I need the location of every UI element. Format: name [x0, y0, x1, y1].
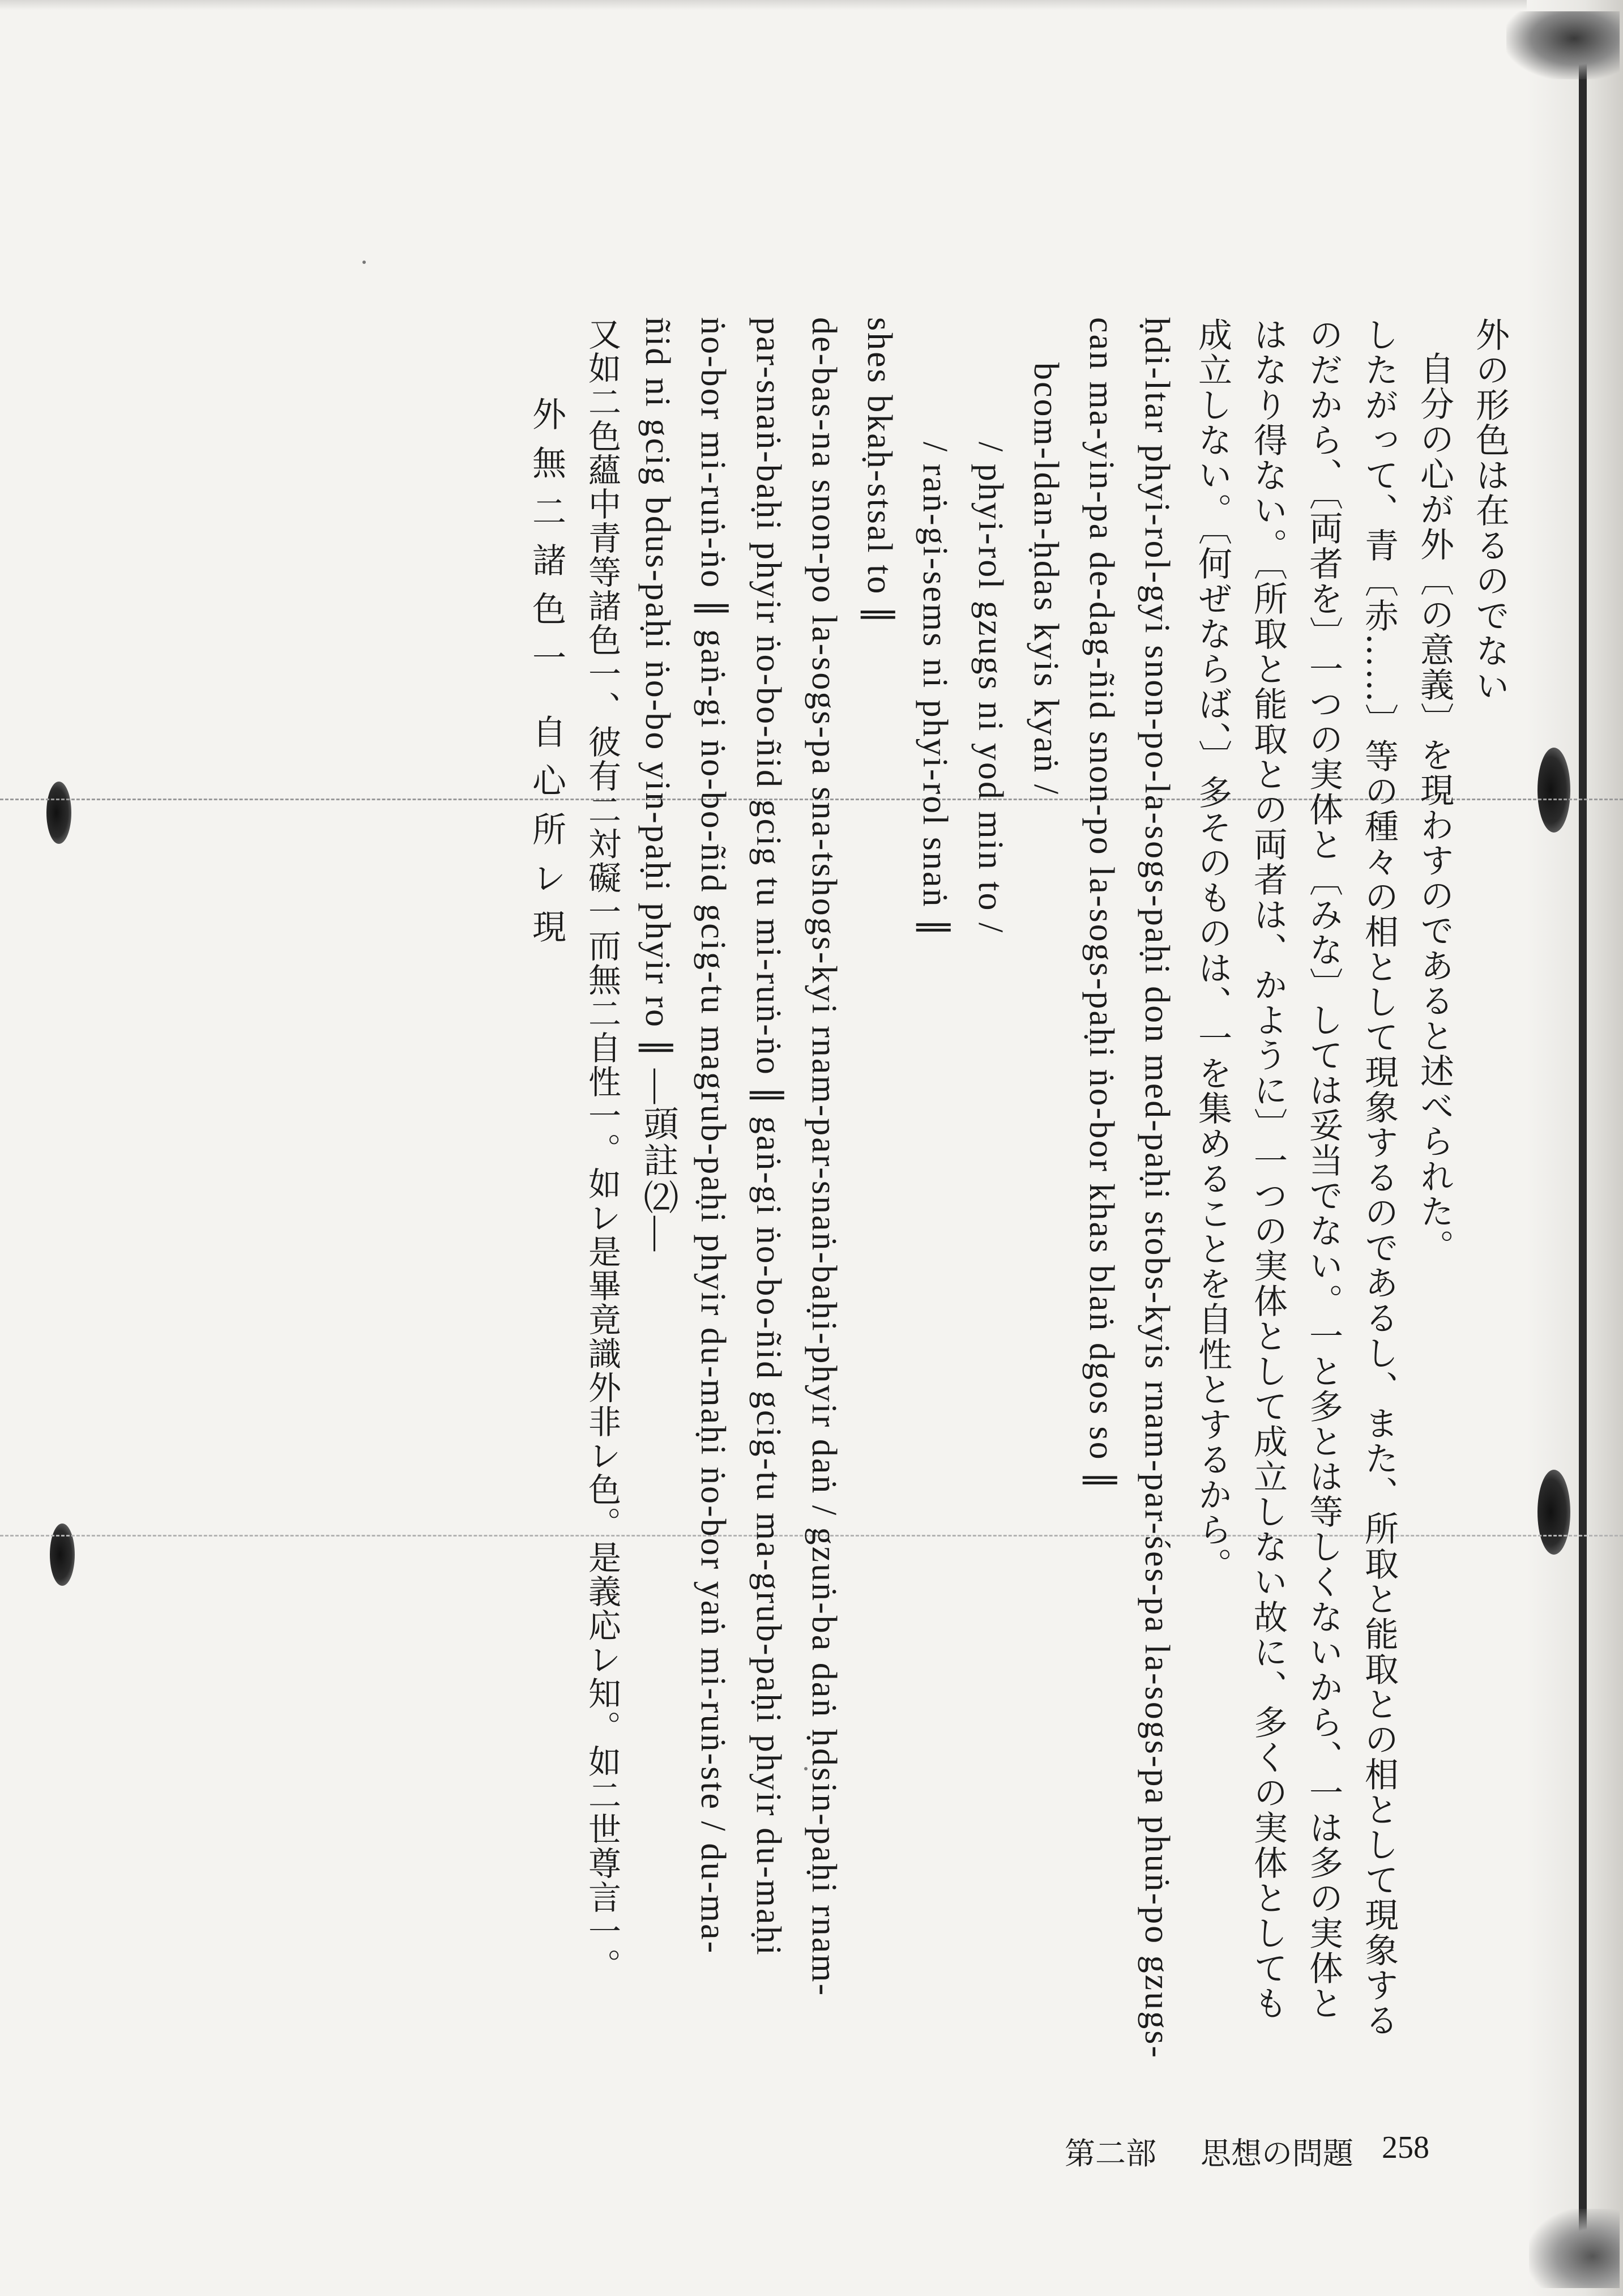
kanbun-line: 又如二色蘊中青等諸色一、彼有二対礙一而無二自性一。如レ是畢竟識外非レ色。是義応レ知。如二世尊言一。	[583, 317, 621, 1982]
text-line: 自分の心が外〔の意義〕を現わすのであると述べられた。	[1415, 351, 1454, 1264]
tibetan-line: de-bas-na snon-po la-sogs-pa sna-tshogs-kyi rnam-par-snaṅ-baḥi-phyir daṅ / gzuṅ-ba daṅ ḥdsin-paḥi rnam-	[805, 317, 843, 1998]
tibetan-line: shes bkaḥ-stsal to ∥	[860, 317, 899, 625]
text-line: 外の形色は在るのでない	[1470, 317, 1510, 703]
tibetan-line: ñid ni gcig bdus-paḥi ṅo-bo yin-paḥi phyir ro ∥ —頭註⑵—	[638, 317, 677, 1253]
tibetan-line: bcom-ldan-ḥdas kyis kyaṅ /	[1027, 362, 1065, 796]
page-footer	[1065, 2129, 1461, 2175]
scan-speck	[362, 261, 366, 264]
binding-clip-bottom	[1529, 2209, 1620, 2288]
punch-hole-top	[1537, 748, 1570, 833]
tibetan-verse-line: / phyi-rol gzugs ni yod min to /	[971, 442, 1010, 934]
text-line: 成立しない。〔何ぜならば、〕多そのものは、一を集めることを自性とするから。	[1193, 317, 1232, 1582]
punch-hole-left-top	[46, 782, 71, 844]
page-top-edge	[0, 0, 1623, 10]
page-number: 258	[1382, 2130, 1429, 2165]
footer-section-title: 思想の問題	[1201, 2136, 1353, 2171]
punch-hole-left-bottom	[50, 1523, 75, 1586]
tibetan-verse-line: / raṅ-gi-sems ni phyi-rol snaṅ ∥	[916, 442, 954, 938]
punch-hole-bottom	[1537, 1470, 1570, 1555]
tibetan-line: can ma-yin-pa de-dag-ñid snon-po la-sogs-paḥi ṅo-bor khas blaṅ dgos so ∥	[1082, 317, 1121, 1491]
text-line: のだから、〔両者を〕一つの実体と〔みな〕しては妥当でない。一と多とは等しくないから、一は多の実体と	[1304, 317, 1343, 2021]
tibetan-line: ḥdi-ltar phyi-rol-gyi snon-po-la-sogs-paḥi don med-paḥi stobs-kyis rnam-par-śes-pa la-sogs-pa phuṅ-po gzugs-	[1138, 317, 1176, 2059]
tibetan-line: par-snaṅ-baḥi phyir ṅo-bo-ñid gcig tu mi-ruṅ-ṅo ∥ gaṅ-gi ṅo-bo-ñid gcig-tu ma-grub-paḥi phyir du-maḥi	[749, 317, 788, 1957]
kanbun-verse-line: 外無二諸色一 自心所レ現	[527, 396, 566, 958]
tibetan-line: ṅo-bor mi-ruṅ-ṅo ∥ gaṅ-gi ṅo-bo-ñid gcig-tu magrub-paḥi phyir du-maḥi ṅo-bor yaṅ mi-ruṅ-ste / du-ma-	[694, 317, 732, 1955]
binding-bar	[1579, 17, 1587, 2277]
binding-clip-top	[1506, 11, 1620, 79]
text-line: はなり得ない。〔所取と能取との両者は、かように〕一つの実体として成立しない故に、多くの実体としても	[1248, 317, 1288, 2021]
binding-shadow	[1527, 0, 1623, 2296]
vertical-text-block	[130, 317, 1518, 2090]
footer-part-label: 第二部	[1065, 2136, 1156, 2171]
text-line: したがって、青〔赤……〕等の種々の相として現象するのであるし、また、所取と能取との相として現象する	[1359, 317, 1399, 2038]
